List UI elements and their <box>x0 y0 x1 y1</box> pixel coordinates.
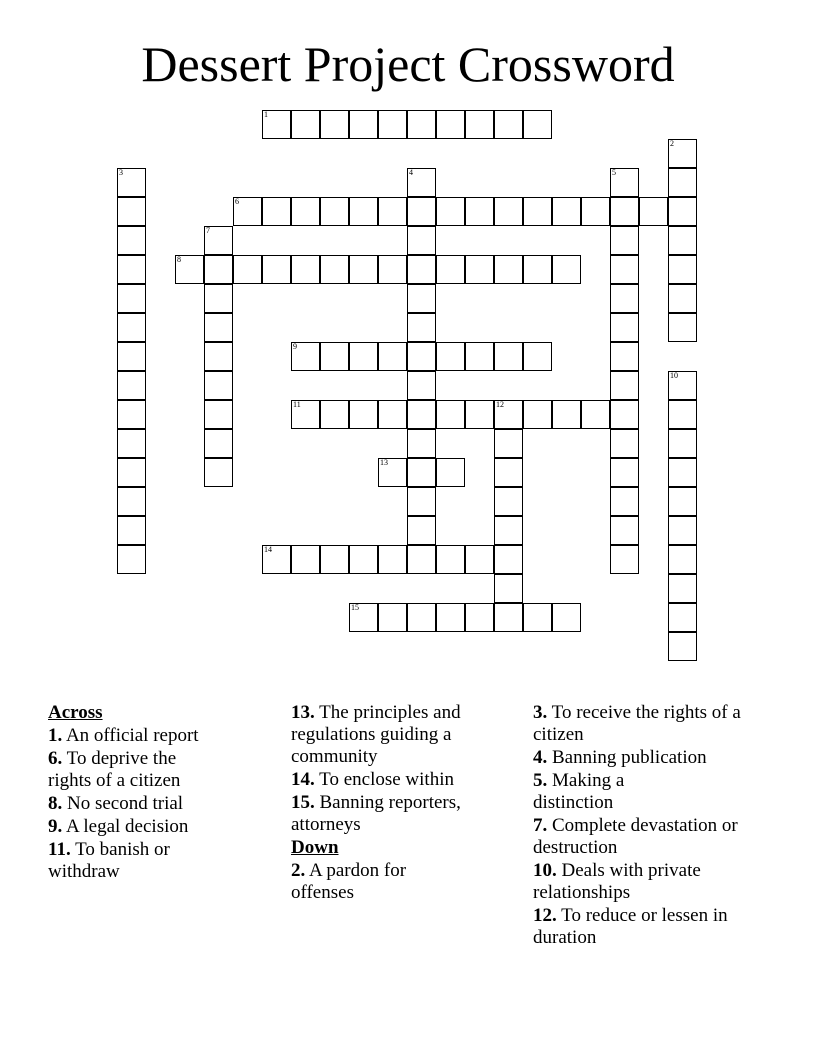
grid-cell[interactable] <box>233 255 262 284</box>
grid-cell[interactable] <box>407 603 436 632</box>
grid-cell[interactable] <box>262 110 291 139</box>
grid-cell[interactable] <box>610 516 639 545</box>
grid-cell[interactable] <box>610 197 639 226</box>
grid-cell[interactable] <box>349 255 378 284</box>
grid-cell[interactable] <box>552 197 581 226</box>
grid-cell[interactable] <box>407 429 436 458</box>
clue-across-15: 15. Banning reporters, attorneys <box>291 792 461 835</box>
grid-cell[interactable] <box>494 110 523 139</box>
grid-cell[interactable] <box>378 603 407 632</box>
grid-cell[interactable] <box>668 197 697 226</box>
grid-cell[interactable] <box>610 545 639 574</box>
grid-cell[interactable] <box>523 603 552 632</box>
grid-cell[interactable] <box>668 429 697 458</box>
grid-cell[interactable] <box>610 226 639 255</box>
clue-across-14: 14. To enclose within <box>291 769 454 790</box>
clue-number: 14 <box>264 545 272 554</box>
grid-cell[interactable] <box>320 255 349 284</box>
grid-cell[interactable] <box>320 400 349 429</box>
grid-cell[interactable] <box>117 371 146 400</box>
grid-cell[interactable] <box>552 255 581 284</box>
grid-cell[interactable] <box>262 197 291 226</box>
grid-cell[interactable] <box>204 342 233 371</box>
clue-number: 12 <box>496 400 504 409</box>
grid-cell[interactable] <box>668 139 697 168</box>
grid-cell[interactable] <box>378 255 407 284</box>
clue-down-10: 10. Deals with private relationships <box>533 860 701 903</box>
grid-cell[interactable] <box>291 255 320 284</box>
grid-cell[interactable] <box>407 400 436 429</box>
clue-down-2: 2. A pardon for offenses <box>291 860 407 903</box>
grid-cell[interactable] <box>204 313 233 342</box>
clue-across-8: 8. No second trial <box>48 793 184 814</box>
grid-cell[interactable] <box>407 284 436 313</box>
grid-cell[interactable] <box>349 197 378 226</box>
grid-cell[interactable] <box>262 255 291 284</box>
grid-cell[interactable] <box>117 516 146 545</box>
clue-down-4: 4. Banning publication <box>533 747 707 768</box>
grid-cell[interactable] <box>378 458 407 487</box>
grid-cell[interactable] <box>610 458 639 487</box>
grid-cell[interactable] <box>320 545 349 574</box>
grid-cell[interactable] <box>117 342 146 371</box>
grid-cell[interactable] <box>117 313 146 342</box>
grid-cell[interactable] <box>291 545 320 574</box>
grid-cell[interactable] <box>407 313 436 342</box>
grid-cell[interactable] <box>436 603 465 632</box>
grid-cell[interactable] <box>407 226 436 255</box>
grid-cell[interactable] <box>378 545 407 574</box>
grid-cell[interactable] <box>436 110 465 139</box>
grid-cell[interactable] <box>204 226 233 255</box>
clue-across-11: 11. To banish or withdraw <box>48 839 170 882</box>
grid-cell[interactable] <box>117 429 146 458</box>
grid-cell[interactable] <box>407 516 436 545</box>
clue-number: 3 <box>119 168 123 177</box>
clue-column-2 <box>291 702 506 905</box>
grid-cell[interactable] <box>407 168 436 197</box>
grid-cell[interactable] <box>407 458 436 487</box>
grid-cell[interactable] <box>117 168 146 197</box>
grid-cell[interactable] <box>668 574 697 603</box>
grid-cell[interactable] <box>610 255 639 284</box>
grid-cell[interactable] <box>552 603 581 632</box>
clue-down-7: 7. Complete devastation or destruction <box>533 815 738 858</box>
grid-cell[interactable] <box>668 545 697 574</box>
grid-cell[interactable] <box>349 400 378 429</box>
grid-cell[interactable] <box>523 197 552 226</box>
grid-cell[interactable] <box>320 342 349 371</box>
grid-cell[interactable] <box>204 371 233 400</box>
grid-cell[interactable] <box>117 226 146 255</box>
page-title: Dessert Project Crossword <box>141 36 675 92</box>
grid-cell[interactable] <box>668 371 697 400</box>
grid-cell[interactable] <box>610 168 639 197</box>
grid-cell[interactable] <box>610 342 639 371</box>
grid-cell[interactable] <box>262 545 291 574</box>
grid-cell[interactable] <box>668 632 697 661</box>
clue-column-3 <box>533 702 773 950</box>
clue-across-13: 13. The principles and regulations guiding a community <box>291 702 461 767</box>
grid-cell[interactable] <box>668 603 697 632</box>
clue-number: 10 <box>670 371 678 380</box>
grid-cell[interactable] <box>436 400 465 429</box>
grid-cell[interactable] <box>494 574 523 603</box>
grid-cell[interactable] <box>117 255 146 284</box>
grid-cell[interactable] <box>407 110 436 139</box>
grid-cell[interactable] <box>668 313 697 342</box>
grid-cell[interactable] <box>494 342 523 371</box>
grid-cell[interactable] <box>436 545 465 574</box>
grid-cell[interactable] <box>349 545 378 574</box>
grid-cell[interactable] <box>494 487 523 516</box>
grid-cell[interactable] <box>378 400 407 429</box>
clue-number: 7 <box>206 226 210 235</box>
grid-cell[interactable] <box>494 197 523 226</box>
grid-cell[interactable] <box>407 255 436 284</box>
grid-cell[interactable] <box>668 255 697 284</box>
grid-cell[interactable] <box>320 110 349 139</box>
grid-cell[interactable] <box>436 255 465 284</box>
grid-cell[interactable] <box>465 255 494 284</box>
across-header: Across <box>48 702 103 723</box>
grid-cell[interactable] <box>494 458 523 487</box>
grid-cell[interactable] <box>465 110 494 139</box>
grid-cell[interactable] <box>407 371 436 400</box>
clue-down-12: 12. To reduce or lessen in duration <box>533 905 728 948</box>
clue-number: 9 <box>293 342 297 351</box>
grid-cell[interactable] <box>668 226 697 255</box>
grid-cell[interactable] <box>610 313 639 342</box>
grid-cell[interactable] <box>494 400 523 429</box>
grid-cell[interactable] <box>204 255 233 284</box>
grid-cell[interactable] <box>378 197 407 226</box>
clue-number: 6 <box>235 197 239 206</box>
grid-cell[interactable] <box>349 603 378 632</box>
clue-across-1: 1. An official report <box>48 725 199 746</box>
grid-cell[interactable] <box>436 458 465 487</box>
grid-cell[interactable] <box>668 516 697 545</box>
grid-cell[interactable] <box>117 284 146 313</box>
grid-cell[interactable] <box>233 197 262 226</box>
clue-down-3: 3. To receive the rights of a citizen <box>533 702 741 745</box>
grid-cell[interactable] <box>552 400 581 429</box>
grid-cell[interactable] <box>494 429 523 458</box>
grid-cell[interactable] <box>407 545 436 574</box>
grid-cell[interactable] <box>378 110 407 139</box>
grid-cell[interactable] <box>436 197 465 226</box>
grid-cell[interactable] <box>610 429 639 458</box>
grid-cell[interactable] <box>204 458 233 487</box>
grid-cell[interactable] <box>610 400 639 429</box>
grid-cell[interactable] <box>204 284 233 313</box>
grid-cell[interactable] <box>639 197 668 226</box>
clue-number: 2 <box>670 139 674 148</box>
down-header: Down <box>291 837 339 858</box>
grid-cell[interactable] <box>523 255 552 284</box>
grid-cell[interactable] <box>291 342 320 371</box>
grid-cell[interactable] <box>291 110 320 139</box>
clue-across-6: 6. To deprive the rights of a citizen <box>48 748 181 791</box>
grid-cell[interactable] <box>465 400 494 429</box>
clue-number: 1 <box>264 110 268 119</box>
grid-cell[interactable] <box>436 342 465 371</box>
grid-cell[interactable] <box>523 110 552 139</box>
grid-cell[interactable] <box>581 400 610 429</box>
grid-cell[interactable] <box>494 255 523 284</box>
grid-cell[interactable] <box>117 400 146 429</box>
grid-cell[interactable] <box>610 284 639 313</box>
grid-cell[interactable] <box>349 342 378 371</box>
grid-cell[interactable] <box>465 197 494 226</box>
grid-cell[interactable] <box>494 516 523 545</box>
clue-number: 4 <box>409 168 413 177</box>
grid-cell[interactable] <box>378 342 407 371</box>
grid-cell[interactable] <box>465 603 494 632</box>
grid-cell[interactable] <box>494 545 523 574</box>
grid-cell[interactable] <box>465 545 494 574</box>
grid-cell[interactable] <box>349 110 378 139</box>
clue-number: 11 <box>293 400 301 409</box>
grid-cell[interactable] <box>407 197 436 226</box>
grid-cell[interactable] <box>407 342 436 371</box>
grid-cell[interactable] <box>668 284 697 313</box>
grid-cell[interactable] <box>494 603 523 632</box>
grid-cell[interactable] <box>291 197 320 226</box>
clue-column-1 <box>48 702 283 884</box>
grid-cell[interactable] <box>117 458 146 487</box>
grid-cell[interactable] <box>668 400 697 429</box>
grid-cell[interactable] <box>668 168 697 197</box>
grid-cell[interactable] <box>320 197 349 226</box>
grid-cell[interactable] <box>407 487 436 516</box>
clue-number: 15 <box>351 603 359 612</box>
grid-cell[interactable] <box>117 487 146 516</box>
grid-cell[interactable] <box>117 545 146 574</box>
clue-number: 5 <box>612 168 616 177</box>
grid-cell[interactable] <box>204 429 233 458</box>
grid-cell[interactable] <box>117 197 146 226</box>
grid-cell[interactable] <box>175 255 204 284</box>
grid-cell[interactable] <box>668 458 697 487</box>
clue-number: 8 <box>177 255 181 264</box>
grid-cell[interactable] <box>204 400 233 429</box>
grid-cell[interactable] <box>291 400 320 429</box>
grid-cell[interactable] <box>581 197 610 226</box>
grid-cell[interactable] <box>668 487 697 516</box>
grid-cell[interactable] <box>610 487 639 516</box>
grid-cell[interactable] <box>523 400 552 429</box>
clue-across-9: 9. A legal decision <box>48 816 189 837</box>
grid-cell[interactable] <box>465 342 494 371</box>
clue-number: 13 <box>380 458 388 467</box>
grid-cell[interactable] <box>523 342 552 371</box>
clue-down-5: 5. Making a distinction <box>533 770 625 813</box>
grid-cell[interactable] <box>610 371 639 400</box>
